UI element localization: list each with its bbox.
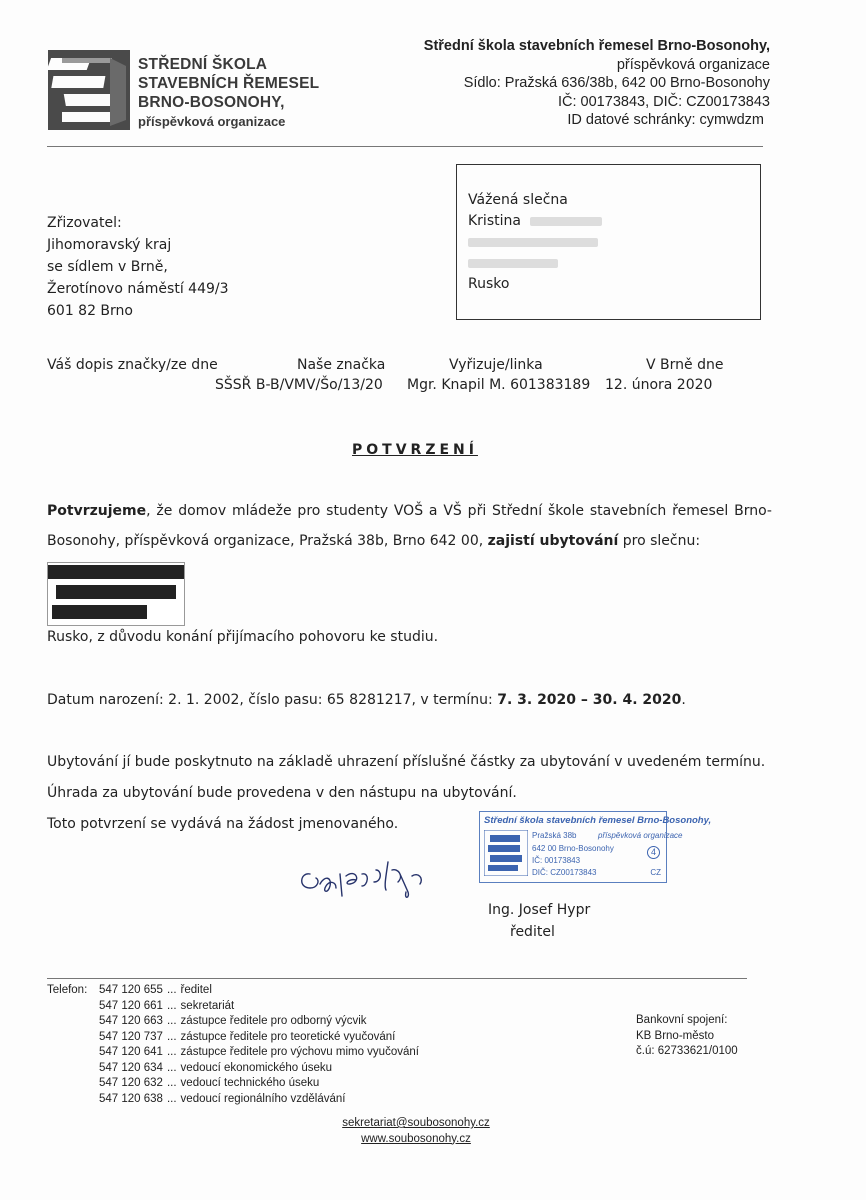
our-ref: SŠSŘ B-B/VMV/Šo/13/20 bbox=[215, 377, 383, 393]
school-type: příspěvková organizace bbox=[616, 56, 770, 73]
recipient-country: Rusko bbox=[468, 276, 510, 292]
period-end: . bbox=[681, 692, 686, 708]
stamp-ico: IČ: 00173843 bbox=[532, 856, 581, 865]
founder-label: Zřizovatel: bbox=[47, 215, 122, 231]
phone-dots: ... bbox=[166, 1061, 177, 1074]
stamp-street: Pražská 38b bbox=[532, 831, 577, 840]
confirmation-paragraph bbox=[47, 496, 772, 556]
confirm-lead: Potvrzujeme bbox=[47, 503, 147, 519]
phone-number[interactable]: 547 120 634 bbox=[99, 1061, 163, 1074]
handled-by-label: Vyřizuje/linka bbox=[449, 357, 543, 373]
redacted-surname bbox=[530, 217, 602, 226]
place-date-label: V Brně dne bbox=[646, 357, 724, 373]
logo-line: STAVEBNÍCH ŘEMESEL bbox=[138, 75, 320, 92]
phone-description: vedoucí ekonomického úseku bbox=[180, 1061, 333, 1074]
phone-number[interactable]: 547 120 641 bbox=[99, 1046, 163, 1058]
signatory-block bbox=[488, 899, 590, 943]
email-link[interactable]: sekretariat@soubosonohy.cz bbox=[342, 1117, 490, 1129]
phone-description: vedoucí regionálního vzdělávání bbox=[180, 1092, 346, 1105]
your-letter-label: Váš dopis značky/ze dne bbox=[47, 357, 218, 373]
founder-city: 601 82 Brno bbox=[47, 303, 133, 319]
purpose-paragraph: Rusko, z důvodu konání přijímacího pohovoru ke studiu. bbox=[47, 629, 439, 645]
school-ids: IČ: 00173843, DIČ: CZ00173843 bbox=[558, 93, 770, 110]
phone-dots: ... bbox=[166, 1077, 177, 1089]
phone-number[interactable]: 547 120 661 bbox=[99, 999, 163, 1012]
handwritten-signature bbox=[296, 852, 446, 908]
issue-note: Toto potvrzení se vydává na žádost jmenovaného. bbox=[47, 816, 399, 832]
phone-description: zástupce ředitele pro výchovu mimo vyučování bbox=[180, 1046, 419, 1058]
dates-paragraph bbox=[47, 685, 772, 715]
payment-paragraph: Ubytování jí bude poskytnuto na základě uhrazení příslušné částky za ubytování v uvedeném termínu. bbox=[47, 754, 766, 770]
logo-line: příspěvková organizace bbox=[138, 114, 286, 129]
contact-links bbox=[0, 1116, 832, 1147]
recipient-salutation: Vážená slečna bbox=[468, 192, 568, 208]
accommodation-emphasis: zajistí ubytování bbox=[487, 533, 619, 549]
stamp-type: příspěvková organizace bbox=[598, 831, 683, 840]
phone-label: Telefon: bbox=[47, 984, 88, 996]
header-divider bbox=[47, 146, 763, 147]
phone-row bbox=[99, 999, 419, 1015]
school-header bbox=[424, 37, 770, 130]
confirm-text: , že domov mládeže pro studenty VOŠ a VŠ při Střední škole stavebních řemesel Brno-Bosonohy, příspěvková organizace, Pražská 38b, Brno 642 00, bbox=[47, 503, 772, 549]
stamp-number: 4 bbox=[647, 846, 660, 859]
school-logo-icon bbox=[48, 50, 130, 130]
phone-dots: ... bbox=[166, 1015, 177, 1027]
phone-dots: ... bbox=[166, 984, 177, 996]
footer-divider bbox=[47, 978, 747, 979]
phone-dots: ... bbox=[166, 1092, 177, 1105]
recipient-first-name: Kristina bbox=[468, 213, 521, 229]
official-stamp bbox=[479, 811, 712, 883]
signatory-role: ředitel bbox=[510, 924, 555, 940]
stamp-title: Střední škola stavebních řemesel Brno-Bosonohy, bbox=[484, 815, 712, 826]
phone-dots: ... bbox=[166, 999, 177, 1012]
bank-label: Bankovní spojení: bbox=[636, 1014, 728, 1026]
founder-street: Žerotínovo náměstí 449/3 bbox=[47, 281, 229, 297]
confirm-text-end: pro slečnu: bbox=[618, 533, 701, 549]
school-databox: ID datové schránky: cymwdzm bbox=[567, 112, 764, 128]
phone-row bbox=[99, 983, 419, 999]
phone-row bbox=[99, 1045, 419, 1061]
payment-timing: Úhrada za ubytování bude provedena v den nástupu na ubytování. bbox=[47, 785, 517, 801]
our-ref-label: Naše značka bbox=[297, 357, 386, 373]
stamp-logo-icon bbox=[484, 830, 528, 876]
school-name: Střední škola stavebních řemesel Brno-Bosonohy, bbox=[423, 38, 770, 54]
bank-name: KB Brno-město bbox=[636, 1029, 714, 1042]
stamp-city: 642 00 Brno-Bosonohy bbox=[532, 844, 614, 853]
phone-number[interactable]: 547 120 737 bbox=[99, 1030, 163, 1043]
phone-dots: ... bbox=[166, 1030, 177, 1043]
redacted-street bbox=[468, 238, 598, 247]
logo-line: BRNO-BOSONOHY, bbox=[138, 94, 285, 111]
bank-account: č.ú: 62733621/0100 bbox=[636, 1045, 738, 1057]
phone-row bbox=[99, 1030, 419, 1046]
stamp-dic: DIČ: CZ00173843 bbox=[532, 868, 597, 877]
handled-by: Mgr. Knapil M. 601383189 bbox=[407, 377, 591, 393]
phone-description: vedoucí technického úseku bbox=[180, 1077, 320, 1089]
phone-row bbox=[99, 1061, 419, 1077]
recipient-address-box bbox=[456, 164, 761, 320]
phone-number[interactable]: 547 120 632 bbox=[99, 1077, 163, 1089]
phone-row bbox=[99, 1092, 419, 1108]
logo-line: STŘEDNÍ ŠKOLA bbox=[138, 56, 268, 73]
logo-wordmark bbox=[138, 55, 319, 131]
school-seat: Sídlo: Pražská 636/38b, 642 00 Brno-Bosonohy bbox=[463, 75, 770, 91]
redacted-name-block bbox=[47, 562, 185, 626]
phone-number[interactable]: 547 120 663 bbox=[99, 1015, 163, 1027]
website-link[interactable]: www.soubosonohy.cz bbox=[361, 1132, 471, 1145]
letter-date: 12. února 2020 bbox=[605, 377, 713, 393]
founder-name: Jihomoravský kraj bbox=[47, 237, 172, 253]
phone-description: ředitel bbox=[180, 984, 212, 996]
phone-description: sekretariát bbox=[180, 999, 235, 1012]
phone-row bbox=[99, 1014, 419, 1030]
phone-dots: ... bbox=[166, 1046, 177, 1058]
stay-period: 7. 3. 2020 – 30. 4. 2020 bbox=[497, 692, 682, 708]
phone-number[interactable]: 547 120 655 bbox=[99, 984, 163, 996]
founder-block bbox=[47, 212, 229, 322]
document-title: POTVRZENÍ bbox=[352, 442, 478, 458]
birth-passport: Datum narození: 2. 1. 2002, číslo pasu: 65 8281217, v termínu: bbox=[47, 692, 498, 708]
stamp-country: CZ bbox=[650, 868, 661, 877]
founder-seat: se sídlem v Brně, bbox=[47, 259, 168, 275]
bank-block bbox=[636, 1013, 738, 1060]
signatory-name: Ing. Josef Hypr bbox=[488, 902, 591, 918]
redacted-postcode bbox=[468, 259, 558, 268]
phone-description: zástupce ředitele pro teoretické vyučování bbox=[180, 1030, 396, 1043]
phone-list bbox=[99, 983, 419, 1107]
phone-number[interactable]: 547 120 638 bbox=[99, 1092, 163, 1105]
phone-description: zástupce ředitele pro odborný výcvik bbox=[180, 1015, 367, 1027]
phone-row bbox=[99, 1076, 419, 1092]
